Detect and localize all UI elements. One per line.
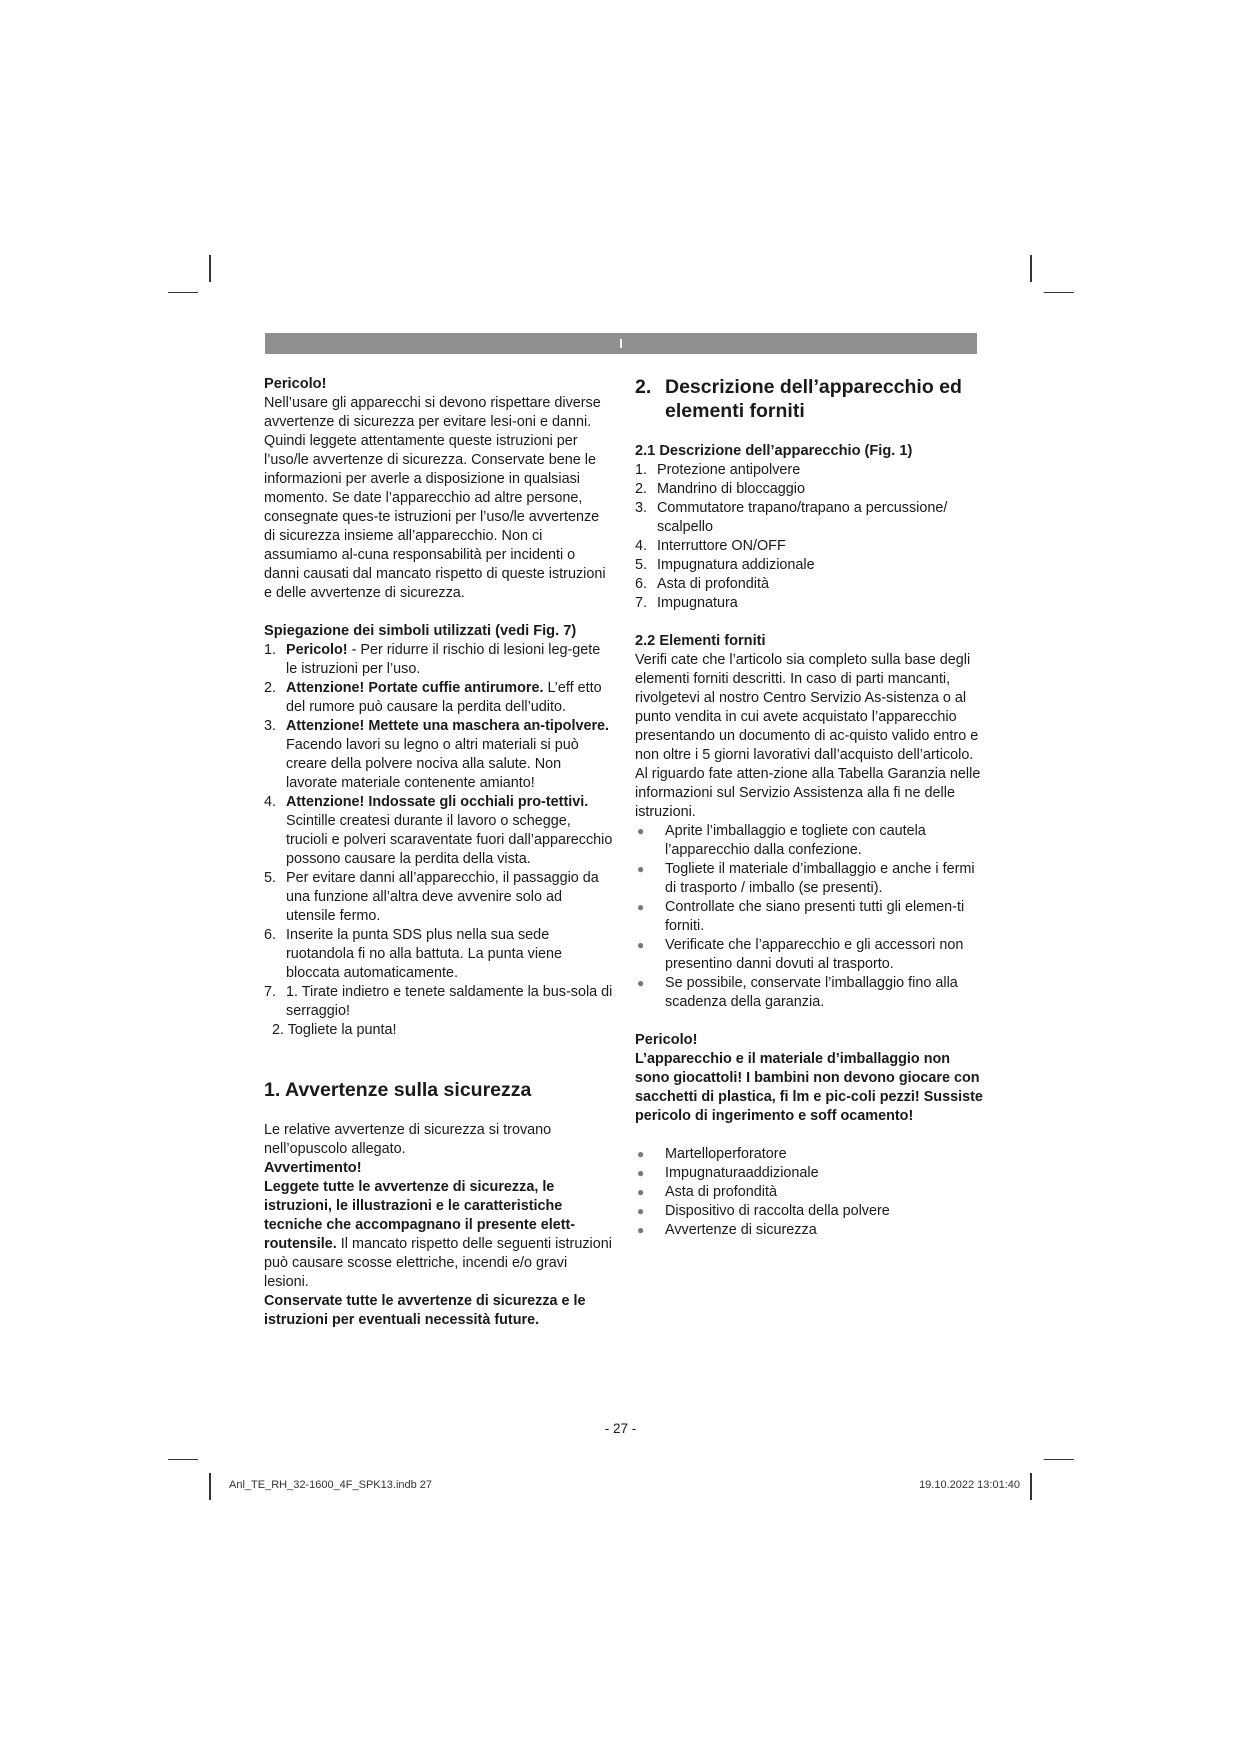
warning-paragraph — [264, 1178, 614, 1292]
step-item — [635, 860, 985, 898]
crop-mark — [168, 1459, 198, 1460]
section1-title: 1. Avvertenze sulla sicurezza — [264, 1079, 532, 1101]
step-item-text: Se possibile, conservate l’imballaggio fino alla scadenza della garanzia. — [665, 975, 958, 1010]
bullet-icon: ● — [637, 976, 645, 990]
symbol-item-text — [286, 679, 614, 717]
symbol-item-body: Per evitare danni all’apparecchio, il passaggio da una funzione all’altra deve avvenire solo ad utensile fermo. — [286, 870, 599, 924]
sub22-text: Verifi cate che l’articolo sia completo sulla base degli elementi forniti descritti. In caso di parti mancanti, rivolgetevi al nostro Centro Servizio As-sistenza o al punto vendita in cui avete acquistato l’apparecchio presentando un documento di ac-quisto valido entro e non oltre i 5 giorni lavorativi dall’acquisto dell’articolo. Al riguardo fate atten-zione alla Tabella Garanzia nelle informazioni sul Servizio Assistenza alla fi ne delle istruzioni. — [635, 652, 981, 820]
part-item-number: 7. — [635, 595, 648, 611]
bullet-icon: ● — [637, 938, 645, 952]
part-item-body: Interruttore ON/OFF — [657, 538, 786, 554]
language-header-bar: I — [265, 333, 977, 354]
symbol-item-number: 1. — [264, 642, 277, 658]
content-item — [635, 1164, 985, 1183]
symbol-item-body: Inserite la punta SDS plus nella sua sede ruotandola fi no alla battuta. La punta viene bloccata automaticamente. — [286, 927, 563, 981]
crop-mark — [168, 292, 198, 293]
warning-text: Il mancato rispetto delle seguenti istruzioni può causare scosse elettriche, incendi e/o gravi lesioni. — [264, 1236, 612, 1290]
symbol-item-number: 2. — [264, 680, 277, 696]
part-item-text — [657, 537, 985, 556]
step-item — [635, 936, 985, 974]
symbol-item-number: 7. — [264, 984, 277, 1000]
bullet-icon: ● — [637, 824, 645, 838]
content-item — [635, 1145, 985, 1164]
step-item-text: Verificate che l’apparecchio e gli accessori non presentino danni dovuti al trasporto. — [665, 937, 964, 972]
symbol-item-number: 3. — [264, 718, 277, 734]
part-item — [635, 499, 985, 537]
section2-heading — [635, 375, 985, 423]
symbol-item — [264, 717, 614, 793]
part-item-body: Impugnatura addizionale — [657, 557, 815, 573]
sub22-title: 2.2 Elementi forniti — [635, 633, 766, 649]
step-item-text: Controllate che siano presenti tutti gli elemen-ti forniti. — [665, 899, 965, 934]
part-item-text — [657, 499, 985, 537]
part-item — [635, 480, 985, 499]
part-item-text — [657, 480, 985, 499]
bullet-icon: ● — [637, 1185, 645, 1199]
right-column — [635, 375, 985, 1240]
page-number: - 27 - — [604, 1421, 637, 1436]
step-item-text: Aprite l’imballaggio e togliete con cautela l’apparecchio dalla confezione. — [665, 823, 926, 858]
bullet-icon: ● — [637, 1223, 645, 1237]
crop-mark — [209, 1473, 211, 1500]
crop-mark — [1044, 1459, 1074, 1460]
content-item-text: Impugnaturaaddizionale — [665, 1165, 819, 1181]
symbol-item-text — [286, 641, 614, 679]
content-item-text: Asta di profondità — [665, 1184, 777, 1200]
symbol-item — [264, 983, 614, 1021]
content-item-text: Dispositivo di raccolta della polvere — [665, 1203, 890, 1219]
warning-title: Avvertimento! — [264, 1160, 362, 1176]
part-item-number: 2. — [635, 481, 648, 497]
symbol-item — [264, 926, 614, 983]
crop-mark — [209, 255, 211, 282]
symbols-tail: 2. Togliete la punta! — [272, 1022, 397, 1038]
part-item-text — [657, 594, 985, 613]
part-item-body: Asta di profondità — [657, 576, 769, 592]
crop-mark — [1030, 1473, 1032, 1500]
step-item — [635, 822, 985, 860]
part-item — [635, 594, 985, 613]
part-item — [635, 575, 985, 594]
symbol-item-bold: Attenzione! Portate cuffie antirumore. — [286, 680, 544, 696]
part-item-number: 6. — [635, 576, 648, 592]
part-item — [635, 537, 985, 556]
step-item-text: Togliete il materiale d’imballaggio e anche i fermi di trasporto / imballo (se presenti). — [665, 861, 975, 896]
symbol-item-number: 4. — [264, 794, 277, 810]
step-item — [635, 898, 985, 936]
part-item-number: 3. — [635, 500, 648, 516]
footer-timestamp: 19.10.2022 13:01:40 — [919, 1479, 1020, 1491]
bullet-icon: ● — [637, 862, 645, 876]
symbol-item — [264, 641, 614, 679]
content-item — [635, 1183, 985, 1202]
symbol-item-body: 1. Tirate indietro e tenete saldamente la bus-sola di serraggio! — [286, 984, 613, 1019]
part-item-text — [657, 461, 985, 480]
symbol-item-text — [286, 793, 614, 869]
content-item-text: Martelloperforatore — [665, 1146, 787, 1162]
content-item-text: Avvertenze di sicurezza — [665, 1222, 817, 1238]
bullet-icon: ● — [637, 1147, 645, 1161]
content-item — [635, 1202, 985, 1221]
crop-mark — [1030, 255, 1032, 282]
symbol-item-text — [286, 983, 614, 1021]
part-item-text — [657, 575, 985, 594]
contents-list — [635, 1145, 985, 1240]
parts-list — [635, 461, 985, 613]
symbol-item-text — [286, 717, 614, 793]
part-item-number: 4. — [635, 538, 648, 554]
symbol-item-bold: Attenzione! Indossate gli occhiali pro-tettivi. — [286, 794, 589, 810]
symbol-item-body: L’eff etto del rumore può causare la perdita dell’udito. — [286, 680, 602, 715]
part-item-number: 5. — [635, 557, 648, 573]
symbol-item — [264, 793, 614, 869]
sub21-title: 2.1 Descrizione dell’apparecchio (Fig. 1) — [635, 443, 913, 459]
symbol-item-number: 6. — [264, 927, 277, 943]
left-column — [264, 375, 614, 1330]
danger2-text: L’apparecchio e il materiale d’imballaggio non sono giocattoli! I bambini non devono giocare con sacchetti di plastica, fi lm e pic-coli pezzi! Sussiste pericolo di ingerimento e soff ocamento! — [635, 1051, 983, 1124]
symbol-item-text — [286, 869, 614, 926]
danger2-title: Pericolo! — [635, 1032, 698, 1048]
bullet-icon: ● — [637, 1204, 645, 1218]
part-item-body: Commutatore trapano/trapano a percussione/ scalpello — [657, 500, 948, 535]
symbol-item-number: 5. — [264, 870, 277, 886]
part-item-body: Impugnatura — [657, 595, 738, 611]
symbol-item-bold: Attenzione! Mettete una maschera an-tipolvere. — [286, 718, 610, 734]
bullet-icon: ● — [637, 1166, 645, 1180]
part-item-body: Protezione antipolvere — [657, 462, 801, 478]
part-item — [635, 461, 985, 480]
part-item-text — [657, 556, 985, 575]
symbol-item-bold: Pericolo! — [286, 642, 348, 658]
danger-text: Nell’usare gli apparecchi si devono rispettare diverse avvertenze di sicurezza per evitare lesi-oni e danni. Quindi leggete attentamente queste istruzioni per l’uso/le avvertenze di sicurezza. Conservate bene le informazioni per averle a disposizione in qualsiasi momento. Se date l’apparecchio ad altre persone, consegnate ques-te istruzioni per l’uso/le avvertenze di sicurezza insieme all’apparecchio. Non ci assumiamo al-cuna responsabilità per incidenti o danni causati dal mancato rispetto di queste istruzioni e delle avvertenze di sicurezza. — [264, 395, 606, 601]
section2-title: Descrizione dell’apparecchio ed elementi forniti — [665, 376, 962, 422]
symbol-item — [264, 679, 614, 717]
keep-instructions: Conservate tutte le avvertenze di sicurezza e le istruzioni per eventuali necessità future. — [264, 1293, 586, 1328]
symbol-item — [264, 869, 614, 926]
part-item-body: Mandrino di bloccaggio — [657, 481, 805, 497]
part-item — [635, 556, 985, 575]
symbol-item-body: Facendo lavori su legno o altri materiali si può creare della polvere nociva alla salute. Non lavorate materiale contenente amianto! — [286, 737, 579, 791]
symbols-title: Spiegazione dei simboli utilizzati (vedi Fig. 7) — [264, 623, 577, 639]
danger-title: Pericolo! — [264, 376, 327, 392]
part-item-number: 1. — [635, 462, 648, 478]
step-item — [635, 974, 985, 1012]
symbol-item-text — [286, 926, 614, 983]
section1-intro: Le relative avvertenze di sicurezza si trovano nell’opuscolo allegato. — [264, 1122, 552, 1157]
section2-number: 2. — [635, 376, 652, 398]
unpacking-steps-list — [635, 822, 985, 1012]
content-item — [635, 1221, 985, 1240]
symbol-item-body: Scintille createsi durante il lavoro o schegge, trucioli e polveri scaraventate fuori dall’apparecchio possono causare la perdita della vista. — [286, 813, 613, 867]
symbol-item-body: - Per ridurre il rischio di lesioni leg-gete le istruzioni per l’uso. — [286, 642, 601, 677]
bullet-icon: ● — [637, 900, 645, 914]
crop-mark — [1044, 292, 1074, 293]
warning-bold: Leggete tutte le avvertenze di sicurezza, le istruzioni, le illustrazioni e le caratteristiche tecniche che accompagnano il presente elett-routensile. — [264, 1179, 576, 1252]
symbols-list — [264, 641, 614, 1021]
footer-filename: Anl_TE_RH_32-1600_4F_SPK13.indb 27 — [229, 1479, 433, 1491]
